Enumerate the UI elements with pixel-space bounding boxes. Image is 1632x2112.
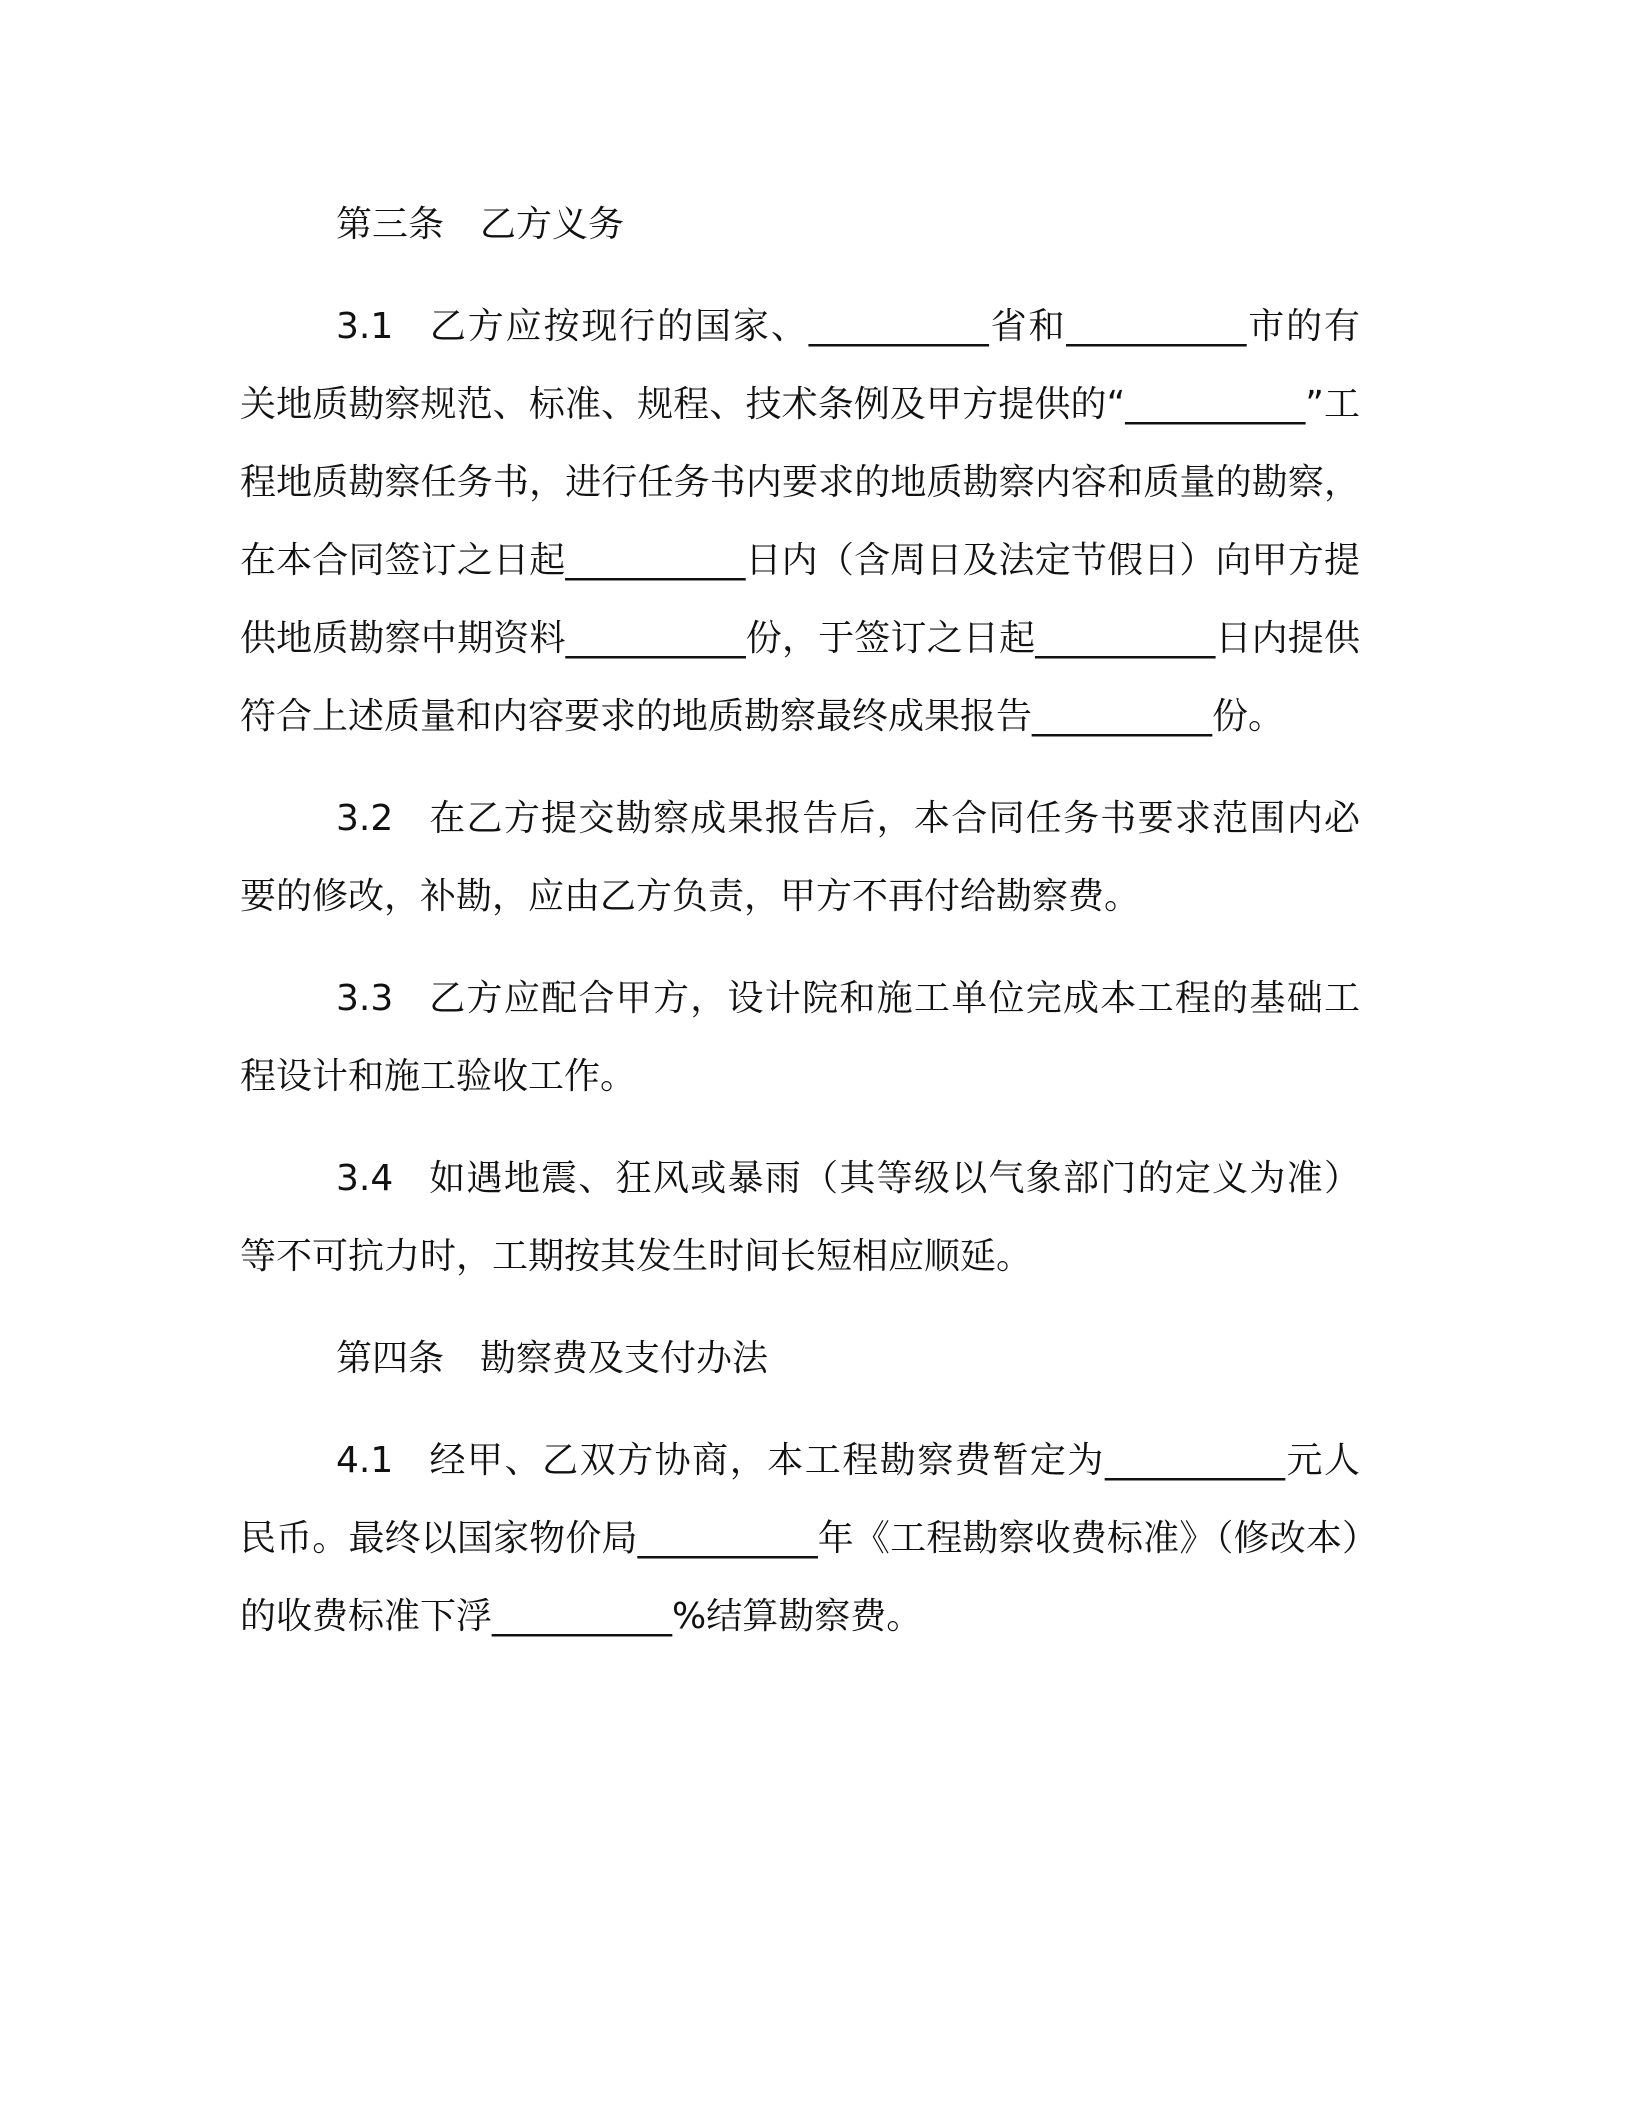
clause-text: 在乙方提交勘察成果报告后，本合同任务书要求范围内必要的修改，补勘，应由乙方负责，甲方不再付给勘察费。 <box>240 798 1360 917</box>
clause-text: 如遇地震、狂风或暴雨（其等级以气象部门的定义为准）等不可抗力时，工期按其发生时间长短相应顺延。 <box>240 1158 1360 1277</box>
clause-text: 经甲、乙双方协商，本工程勘察费暂定为__________元人民币。最终以国家物价局__________年《工程勘察收费标准》（修改本）的收费标准下浮__________%结算勘察费。 <box>240 1440 1360 1637</box>
section-heading: 第四条 勘察费及支付办法 <box>336 1338 769 1379</box>
clause-text: 乙方应按现行的国家、__________省和__________市的有关地质勘察规范、标准、规程、技术条例及甲方提供的“__________”工程地质勘察任务书，进行任务书内要求的地质勘察内容和质量的勘察，在本合同签订之日起__________日内（含周日及法定节假日）向甲方提供地质勘察中期资料__________份，于签订之日起__________日内提供符合上述质量和内容要求的地质勘察最终成果报告__________份。 <box>240 306 1360 737</box>
section-4 <box>240 1320 1360 1656</box>
clause-text: 乙方应配合甲方，设计院和施工单位完成本工程的基础工程设计和施工验收工作。 <box>240 978 1360 1097</box>
clause-number: 3.4 <box>336 1158 394 1199</box>
clause-3-1 <box>240 288 1360 756</box>
clause-number: 3.1 <box>336 306 394 347</box>
section-heading: 第三条 乙方义务 <box>336 204 625 245</box>
clause-3-4 <box>240 1140 1360 1296</box>
clause-3-3 <box>240 960 1360 1116</box>
clause-4-1 <box>240 1422 1360 1656</box>
contract-text <box>240 186 1360 1680</box>
clause-number: 3.3 <box>336 978 394 1019</box>
clause-number: 4.1 <box>336 1440 394 1481</box>
section-3 <box>240 186 1360 1296</box>
clause-3-2 <box>240 780 1360 936</box>
clause-number: 3.2 <box>336 798 394 839</box>
